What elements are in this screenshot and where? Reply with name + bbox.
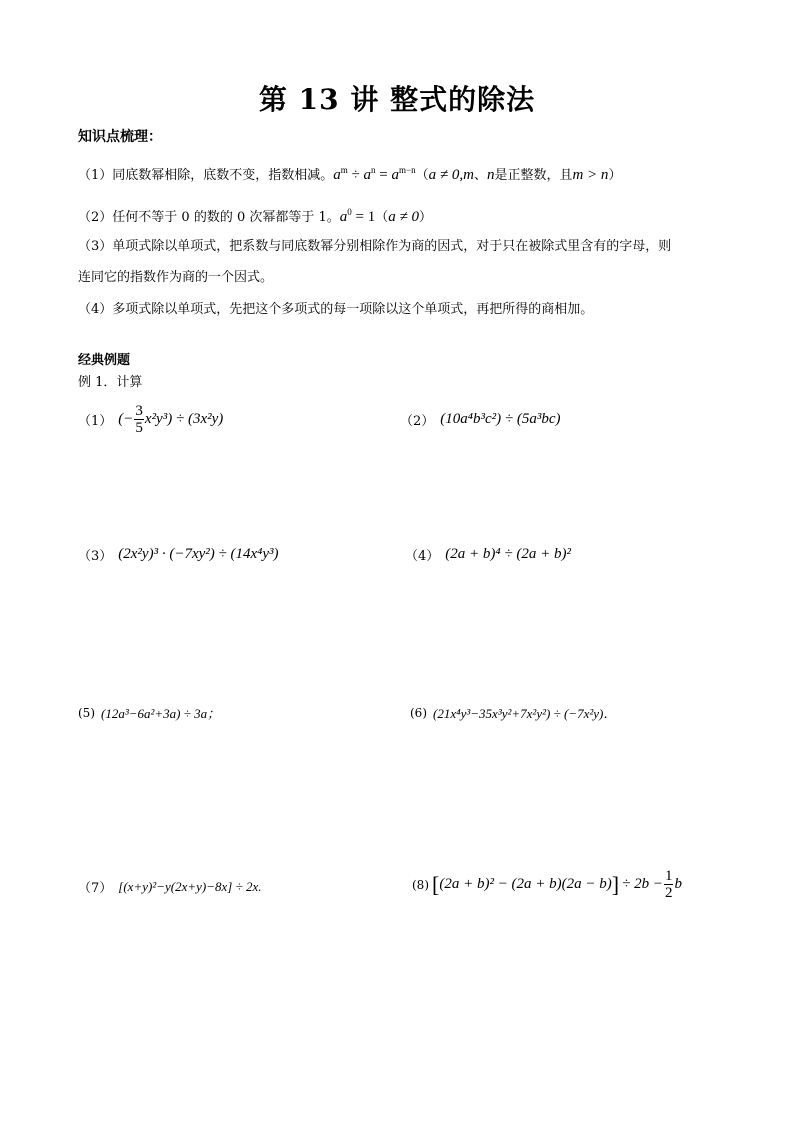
problem-8-close-bracket: ] (611, 871, 620, 897)
problem-8-tail: b (674, 876, 682, 892)
page-title: 第 13 讲 整式的除法 (258, 83, 536, 116)
kp1-cond-1: a ≠ 0,m (428, 167, 474, 183)
kp1-cond-2: n (486, 167, 495, 183)
examples-heading: 经典例题 (78, 353, 131, 368)
problem-4-expression: (2a + b)⁴ ÷ (2a + b)² (445, 546, 571, 562)
problem-7-number: （7） (78, 881, 113, 896)
problem-4-number: （4） (405, 549, 440, 564)
problem-8-expression: (2a + b)² − (2a + b)(2a − b) (439, 876, 612, 892)
kp1-cond-text: 是正整数，且 (494, 168, 573, 183)
problem-1-number: （1） (78, 414, 113, 429)
kp1-number: （1） (78, 168, 113, 183)
problem-3-number: （3） (78, 549, 113, 564)
problem-6 (410, 703, 616, 722)
problem-2 (400, 410, 561, 429)
problem-3-expression: (2x²y)³ · (−7xy²) ÷ (14x⁴y³) (118, 546, 279, 562)
kp2-cond-open: （ (375, 210, 389, 225)
problem-2-expression: (10a⁴b³c²) ÷ (5a³bc) (440, 411, 561, 427)
knowledge-point-3-line-1: （3）单项式除以单项式，把系数与同底数幂分别相除作为商的因式，对于只在被除式里含有的字母，则 (78, 239, 672, 254)
problem-8-open-bracket: [ (432, 871, 440, 897)
problem-7-expression: [(x+y)²−y(2x+y)−8x] ÷ 2x. (118, 878, 262, 894)
kp2-text: 任何不等于 0 的数的 0 次幂都等于 1。 (112, 210, 340, 225)
kp2-formula: $a^0 = 1$ (339, 207, 376, 225)
problem-5-number: (5) (78, 705, 95, 720)
knowledge-point-4: （4）多项式除以单项式，先把这个多项式的每一项除以这个单项式，再把所得的商相加。 (78, 302, 594, 317)
kp1-formula: $a^m \div a^n = a^{m-n}$ (333, 165, 416, 183)
problem-5 (78, 703, 220, 722)
kp1-cond-3: m > n (572, 167, 609, 183)
kp1-cond-open: （ (415, 168, 429, 183)
problem-1-prefix: (− (118, 411, 134, 427)
problem-3 (78, 545, 279, 564)
problem-4 (405, 545, 571, 564)
knowledge-heading: 知识点梳理： (78, 129, 162, 145)
problem-1 (78, 403, 223, 436)
problem-8-divisor: ÷ 2b − (622, 876, 663, 892)
knowledge-point-1 (78, 160, 621, 186)
kp1-cond-close: ） (608, 168, 622, 183)
kp2-cond-close: ） (418, 210, 432, 225)
problem-6-expression: (21x⁴y³−35x³y²+7x²y²) ÷ (−7x²y)． (433, 706, 617, 721)
example-1-label: 例 1．计算 (78, 375, 143, 390)
kp2-number: （2） (78, 210, 113, 225)
knowledge-point-2 (78, 202, 432, 228)
problem-6-number: (6) (410, 705, 427, 720)
kp1-cond-sep: 、 (473, 168, 487, 183)
problem-1-fraction: $\frac{3}{5}$ (135, 403, 143, 436)
problem-8-fraction: $\frac{1}{2}$ (664, 868, 673, 901)
problem-8-number: (8) (412, 877, 429, 892)
problem-1-expression: x²y³) ÷ (3x²y) (144, 411, 224, 427)
problem-8 (412, 868, 682, 901)
problem-7 (78, 877, 261, 896)
knowledge-point-3-line-2: 连同它的指数作为商的一个因式。 (78, 270, 274, 285)
problem-5-expression: (12a³−6a²+3a) ÷ 3a； (101, 706, 221, 721)
kp1-text: 同底数幂相除，底数不变，指数相减。 (112, 168, 334, 183)
kp2-cond: a ≠ 0 (388, 209, 419, 225)
problem-2-number: （2） (400, 414, 435, 429)
